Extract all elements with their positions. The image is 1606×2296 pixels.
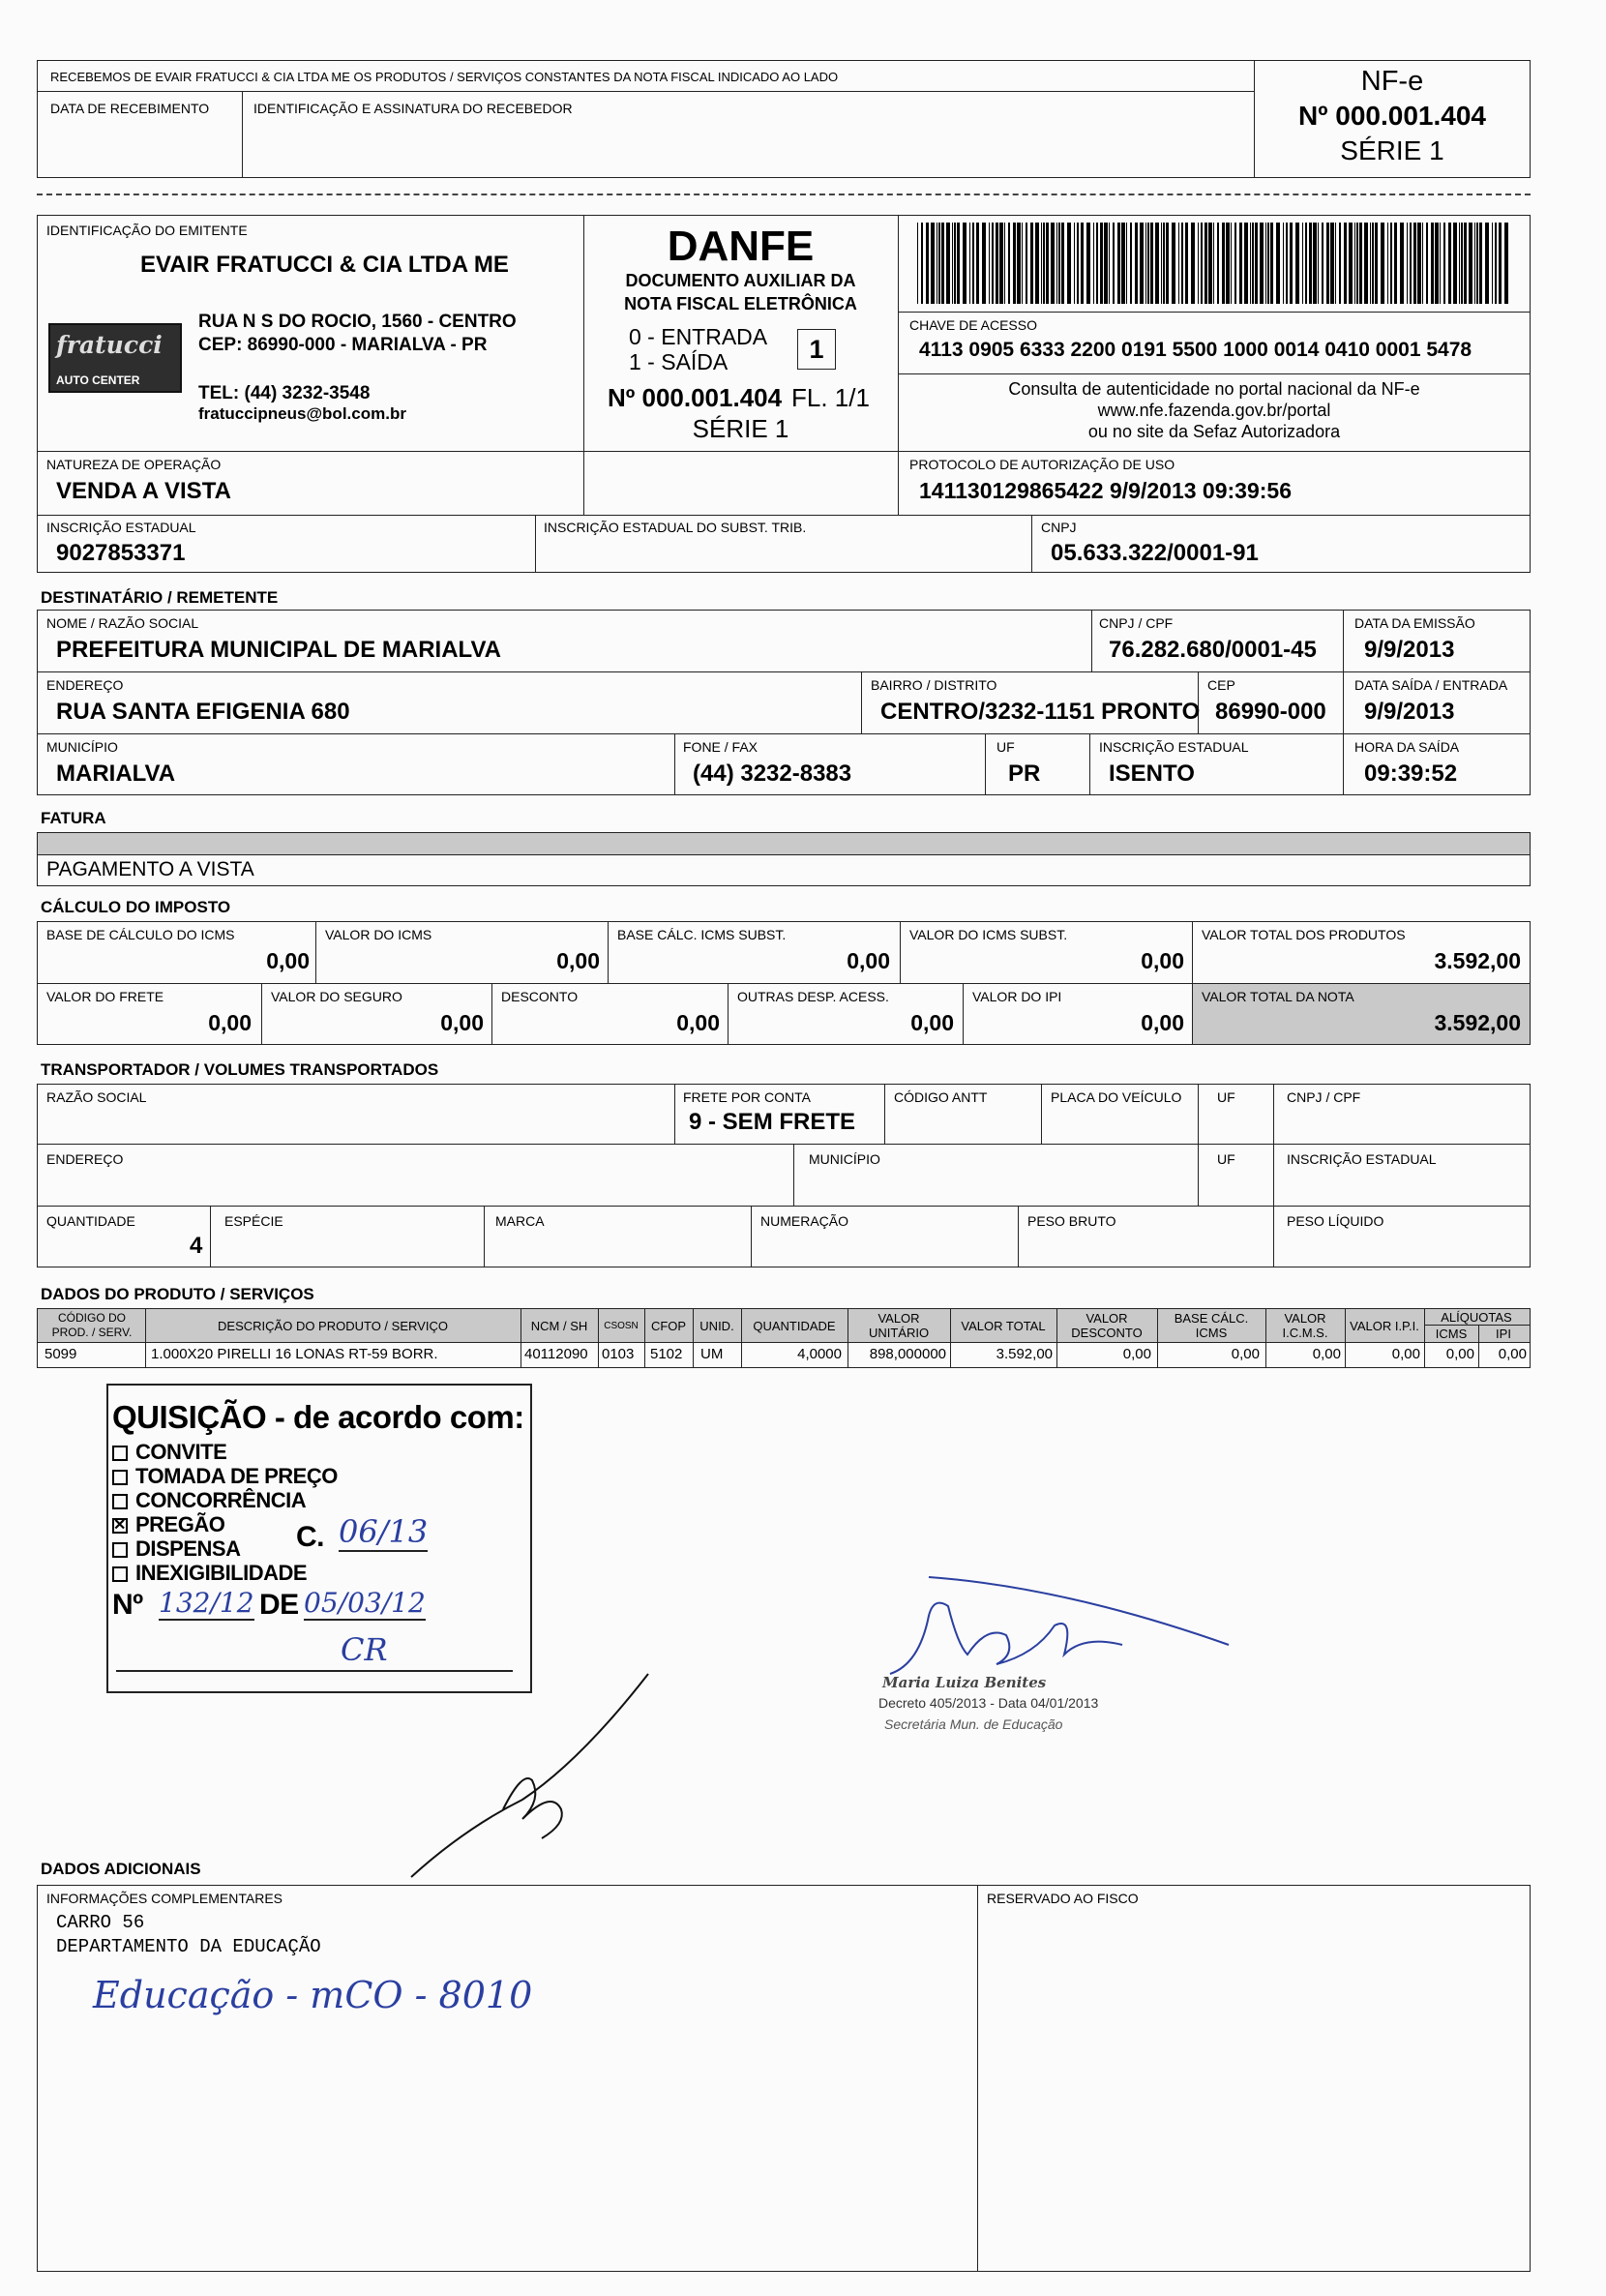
h-codigo: CÓDIGO DO PROD. / SERV. (51, 1311, 133, 1339)
canhoto-serie: SÉRIE 1 (1340, 135, 1444, 165)
danfe-serie: SÉRIE 1 (692, 414, 789, 443)
h-vdesc: VALOR DESCONTO (1071, 1311, 1143, 1340)
dest-uf: PR (1008, 760, 1041, 787)
dest-hora: 09:39:52 (1364, 760, 1458, 787)
h-aliq: ALÍQUOTAS (1441, 1309, 1512, 1325)
dest-ie: ISENTO (1109, 760, 1195, 787)
emitente-logo (48, 323, 182, 393)
iest-label: INSCRIÇÃO ESTADUAL DO SUBST. TRIB. (544, 520, 807, 535)
dest-fone-label: FONE / FAX (683, 739, 758, 755)
desconto-label: DESCONTO (501, 989, 579, 1004)
dest-emissao: 9/9/2013 (1364, 637, 1455, 663)
cell-vdesc: 0,00 (1122, 1346, 1151, 1362)
dest-fone: (44) 3232-8383 (693, 760, 852, 787)
cell-ncm: 40112090 (524, 1346, 588, 1362)
icms: 0,00 (556, 948, 600, 973)
dest-cep: 86990-000 (1215, 699, 1326, 725)
seguro: 0,00 (440, 1010, 484, 1035)
tr-uf2-label: UF (1217, 1151, 1235, 1167)
chave-label: CHAVE DE ACESSO (909, 317, 1038, 333)
fatura-section: FATURA (41, 809, 106, 827)
dest-emissao-label: DATA DA EMISSÃO (1354, 615, 1475, 631)
cell-aipi: 0,00 (1498, 1346, 1527, 1362)
fatura-shade (38, 833, 1530, 854)
info-label: INFORMAÇÕES COMPLEMENTARES (46, 1891, 283, 1906)
emitente-address2: CEP: 86990-000 - MARIALVA - PR (198, 335, 488, 355)
tr-peso-bruto-label: PESO BRUTO (1027, 1213, 1116, 1229)
h-cfop: CFOP (650, 1318, 687, 1333)
ipi-label: VALOR DO IPI (972, 989, 1062, 1004)
bc-icms: 0,00 (266, 948, 310, 973)
h-ncm: NCM / SH (530, 1318, 588, 1333)
total-prod-label: VALOR TOTAL DOS PRODUTOS (1202, 927, 1406, 942)
h-vicms: VALOR I.C.M.S. (1282, 1311, 1328, 1340)
signature-scribble (406, 1664, 658, 1887)
danfe-entrada: 0 - ENTRADA (629, 324, 768, 349)
emitente-email: fratuccipneus@bol.com.br (198, 404, 406, 423)
dest-saida: 9/9/2013 (1364, 699, 1455, 725)
stamp-opt-1: CONVITE (112, 1440, 226, 1465)
checked-box-icon: ✕ (112, 1518, 128, 1534)
fisco-label: RESERVADO AO FISCO (987, 1891, 1139, 1906)
signature-line1: Maria Luiza Benites (882, 1674, 1047, 1691)
dest-nome-label: NOME / RAZÃO SOCIAL (46, 615, 199, 631)
h-aliq-icms: ICMS (1435, 1326, 1468, 1341)
seguro-label: VALOR DO SEGURO (271, 989, 402, 1004)
h-csosn: CSOSN (604, 1320, 639, 1331)
cell-descricao: 1.000X20 PIRELLI 16 LONAS RT-59 BORR. (151, 1346, 438, 1362)
dest-hora-label: HORA DA SAÍDA (1354, 739, 1460, 755)
tr-placa-label: PLACA DO VEÍCULO (1051, 1089, 1182, 1105)
icms-st: 0,00 (1141, 948, 1184, 973)
protocolo-value: 141130129865422 9/9/2013 09:39:56 (919, 478, 1292, 503)
canhoto-number: Nº 000.001.404 (1298, 101, 1486, 131)
icms-st-label: VALOR DO ICMS SUBST. (909, 927, 1068, 942)
tr-marca-label: MARCA (495, 1213, 545, 1229)
dest-bairro-label: BAIRRO / DISTRITO (871, 677, 997, 693)
signature-line2: Decreto 405/2013 - Data 04/01/2013 (878, 1695, 1099, 1711)
tr-qtd-label: QUANTIDADE (46, 1213, 135, 1229)
emitente-address1: RUA N S DO ROCIO, 1560 - CENTRO (198, 312, 517, 332)
transporte-section: TRANSPORTADOR / VOLUMES TRANSPORTADOS (41, 1060, 439, 1079)
chave-consulta2: www.nfe.fazenda.gov.br/portal (1097, 401, 1331, 420)
dest-cep-label: CEP (1207, 677, 1235, 693)
dest-municipio-label: MUNICÍPIO (46, 739, 118, 755)
tr-peso-liquido-label: PESO LÍQUIDO (1287, 1213, 1384, 1229)
tr-antt-label: CÓDIGO ANTT (894, 1089, 988, 1105)
chave-consulta1: Consulta de autenticidade no portal nacional da NF-e (1008, 379, 1420, 399)
bc-icms-label: BASE DE CÁLCULO DO ICMS (46, 927, 235, 942)
cell-vicms: 0,00 (1312, 1346, 1341, 1362)
h-vtotal: VALOR TOTAL (961, 1318, 1046, 1333)
dest-endereco: RUA SANTA EFIGENIA 680 (56, 699, 350, 725)
stamp-title: QUISIÇÃO - de acordo com: (112, 1399, 524, 1435)
frete-label: VALOR DO FRETE (46, 989, 164, 1004)
outras: 0,00 (910, 1010, 954, 1035)
stamp-opt-6: INEXIGIBILIDADE (112, 1561, 307, 1586)
stamp-n-value: 132/12 (159, 1587, 254, 1619)
produtos-section: DADOS DO PRODUTO / SERVIÇOS (41, 1285, 314, 1303)
tr-cnpj-label: CNPJ / CPF (1287, 1089, 1361, 1105)
logo-sub: AUTO CENTER (56, 373, 140, 387)
cell-vtotal: 3.592,00 (996, 1346, 1053, 1362)
natureza-value: VENDA A VISTA (56, 478, 231, 504)
stamp-de-label: DE (259, 1589, 299, 1621)
canhoto-date-label: DATA DE RECEBIMENTO (50, 101, 210, 116)
stamp-c-label: C. (296, 1521, 324, 1553)
dest-ie-label: INSCRIÇÃO ESTADUAL (1099, 739, 1249, 755)
destinatario-section: DESTINATÁRIO / REMETENTE (41, 588, 279, 607)
danfe-saida: 1 - SAÍDA (629, 349, 729, 374)
dest-saida-label: DATA SAÍDA / ENTRADA (1354, 677, 1508, 693)
tr-especie-label: ESPÉCIE (224, 1213, 283, 1229)
danfe-subtitle2: NOTA FISCAL ELETRÔNICA (624, 294, 857, 313)
cell-aicms: 0,00 (1445, 1346, 1474, 1362)
chave-value: 4113 0905 6333 2200 0191 5500 1000 0014 0410 0001 5478 (919, 339, 1472, 361)
tr-razao-label: RAZÃO SOCIAL (46, 1089, 147, 1105)
dest-cnpj-label: CNPJ / CPF (1099, 615, 1174, 631)
h-aliq-ipi: IPI (1496, 1326, 1511, 1341)
stamp-opt-5: DISPENSA (112, 1536, 240, 1562)
dest-municipio: MARIALVA (56, 760, 176, 787)
h-vunit: VALOR UNITÁRIO (868, 1311, 930, 1340)
tr-uf-label: UF (1217, 1089, 1235, 1105)
barcode (917, 223, 1517, 304)
total-nota-label: VALOR TOTAL DA NOTA (1202, 989, 1354, 1004)
bc-st-label: BASE CÁLC. ICMS SUBST. (617, 927, 787, 942)
emitente-label: IDENTIFICAÇÃO DO EMITENTE (46, 223, 248, 238)
h-vipi: VALOR I.P.I. (1350, 1318, 1419, 1333)
adicionais-section: DADOS ADICIONAIS (41, 1860, 201, 1878)
cell-cfop: 5102 (650, 1346, 683, 1362)
dest-cnpj: 76.282.680/0001-45 (1109, 637, 1317, 663)
cell-codigo: 5099 (45, 1346, 77, 1362)
stamp-opt-4: ✕ PREGÃO (113, 1512, 225, 1536)
emitente-name: EVAIR FRATUCCI & CIA LTDA ME (140, 252, 509, 278)
chave-consulta3: ou no site da Sefaz Autorizadora (1087, 422, 1341, 441)
protocolo-label: PROTOCOLO DE AUTORIZAÇÃO DE USO (909, 457, 1175, 472)
stamp-n-label: Nº (112, 1589, 143, 1621)
h-descricao: DESCRIÇÃO DO PRODUTO / SERVIÇO (218, 1318, 448, 1333)
danfe-folha: FL. 1/1 (791, 383, 870, 412)
desconto: 0,00 (676, 1010, 720, 1035)
info-line1: CARRO 56 (56, 1912, 145, 1933)
cnpj-label: CNPJ (1041, 520, 1077, 535)
stamp-c-value: 06/13 (339, 1513, 429, 1550)
ie-value: 9027853371 (56, 540, 186, 566)
tr-frete-label: FRETE POR CONTA (683, 1089, 811, 1105)
danfe-number: Nº 000.001.404 (608, 383, 783, 412)
h-qtd: QUANTIDADE (753, 1318, 836, 1333)
signature-line3: Secretária Mun. de Educação (884, 1716, 1063, 1732)
cell-qtd: 4,0000 (797, 1346, 842, 1362)
fatura-value: PAGAMENTO A VISTA (46, 858, 254, 880)
canhoto-received-text: RECEBEMOS DE EVAIR FRATUCCI & CIA LTDA ME OS PRODUTOS / SERVIÇOS CONSTANTES DA NOTA FISCAL INDICADO AO LADO (50, 70, 839, 84)
total-nota: 3.592,00 (1434, 1010, 1521, 1035)
tr-frete: 9 - SEM FRETE (689, 1109, 856, 1135)
icms-label: VALOR DO ICMS (325, 927, 432, 942)
tr-ie-label: INSCRIÇÃO ESTADUAL (1287, 1151, 1437, 1167)
cell-csosn: 0103 (602, 1346, 635, 1362)
danfe-tipo: 1 (797, 329, 836, 370)
info-line2: DEPARTAMENTO DA EDUCAÇÃO (56, 1936, 321, 1957)
danfe-title: DANFE (667, 223, 815, 270)
frete: 0,00 (208, 1010, 252, 1035)
outras-label: OUTRAS DESP. ACESS. (737, 989, 889, 1004)
tr-numeracao-label: NUMERAÇÃO (760, 1213, 849, 1229)
h-bcicms: BASE CÁLC. ICMS (1174, 1311, 1249, 1340)
tr-municipio-label: MUNICÍPIO (809, 1151, 880, 1167)
cell-vipi: 0,00 (1391, 1346, 1420, 1362)
stamp-initials: CR (341, 1631, 388, 1668)
dest-nome: PREFEITURA MUNICIPAL DE MARIALVA (56, 637, 501, 663)
cell-vunit: 898,000000 (869, 1346, 946, 1362)
emitente-phone: TEL: (44) 3232-3548 (198, 383, 371, 403)
ipi: 0,00 (1141, 1010, 1184, 1035)
dest-endereco-label: ENDEREÇO (46, 677, 124, 693)
stamp-opt-3: CONCORRÊNCIA (112, 1488, 306, 1513)
stamp-de-value: 05/03/12 (304, 1587, 426, 1619)
logo-text: fratucci (56, 331, 163, 359)
dest-uf-label: UF (996, 739, 1015, 755)
stamp-opt-2: TOMADA DE PREÇO (112, 1464, 338, 1489)
tr-qtd: 4 (190, 1233, 203, 1259)
natureza-label: NATUREZA DE OPERAÇÃO (46, 457, 222, 472)
cell-unid: UM (700, 1346, 724, 1362)
ie-label: INSCRIÇÃO ESTADUAL (46, 520, 196, 535)
dest-bairro: CENTRO/3232-1151 PRONTO (880, 699, 1201, 725)
canhoto-ident-label: IDENTIFICAÇÃO E ASSINATURA DO RECEBEDOR (253, 101, 573, 116)
danfe-subtitle1: DOCUMENTO AUXILIAR DA (625, 271, 856, 290)
cnpj-value: 05.633.322/0001-91 (1051, 540, 1259, 566)
canhoto-nfe-label: NF-e (1360, 66, 1424, 97)
cell-bcicms: 0,00 (1231, 1346, 1260, 1362)
tr-endereco-label: ENDEREÇO (46, 1151, 124, 1167)
info-handwritten: Educação - mCO - 8010 (93, 1974, 533, 2016)
total-prod: 3.592,00 (1434, 948, 1521, 973)
h-unid: UNID. (699, 1318, 734, 1333)
bc-st: 0,00 (847, 948, 890, 973)
cut-line (37, 194, 1531, 195)
imposto-section: CÁLCULO DO IMPOSTO (41, 898, 231, 916)
